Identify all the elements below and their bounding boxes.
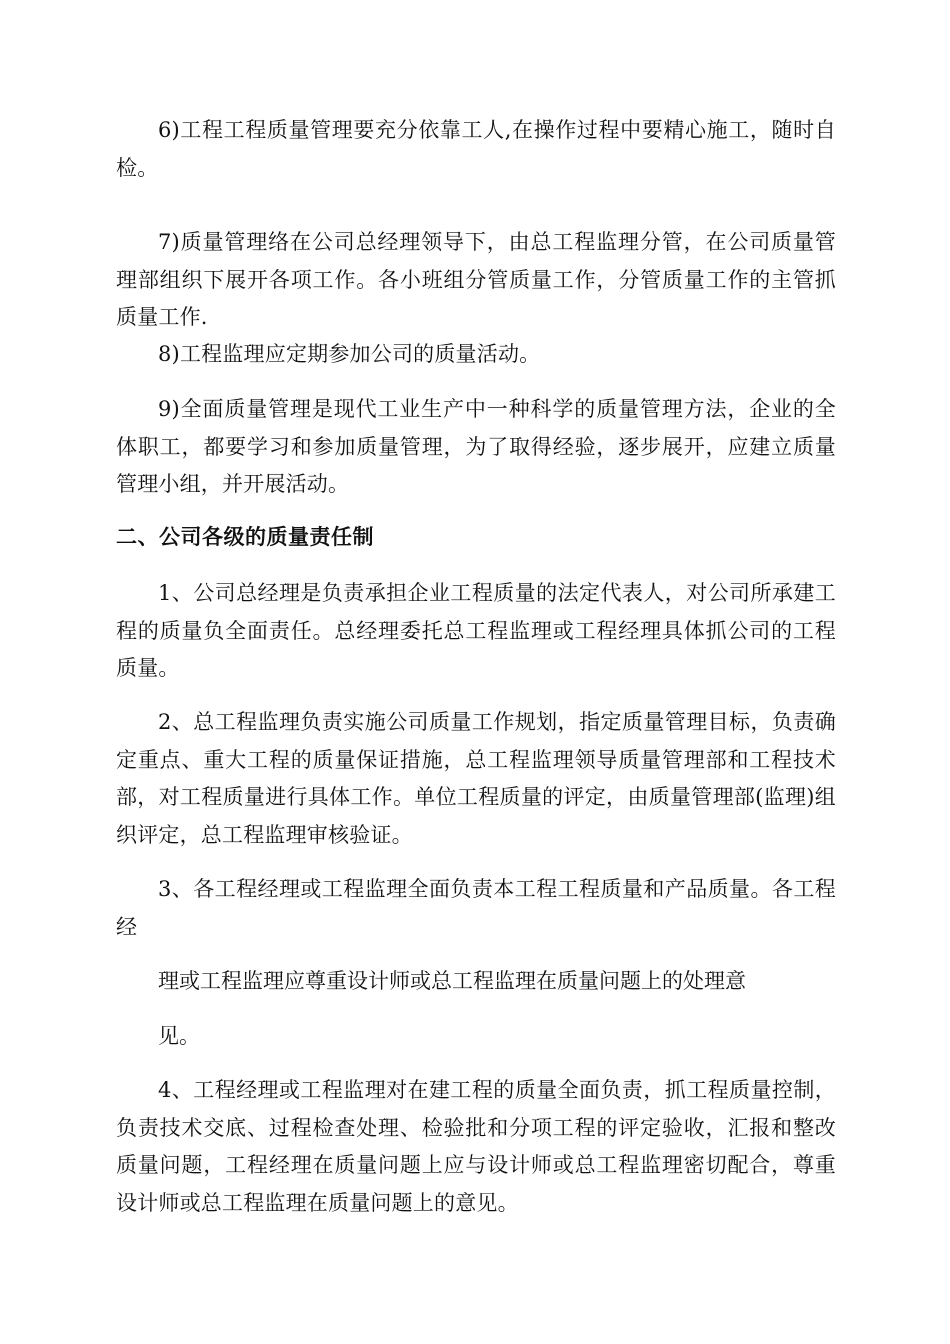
paragraph-9: 9)全面质量管理是现代工业生产中一种科学的质量管理方法，企业的全体职工，都要学习和参加质量管理，为了取得经验，逐步展开，应建立质量管理小组，并开展活动。 — [116, 397, 836, 496]
paragraph-6: 6)工程工程质量管理要充分依靠工人,在操作过程中要精心施工，随时自检。 — [116, 118, 836, 180]
responsibility-item-1: 1、公司总经理是负责承担企业工程质量的法定代表人，对公司所承建工程的质量负全面责任。总经理委托总工程监理或工程经理具体抓公司的工程质量。 — [116, 581, 836, 680]
responsibility-item-3-end: 见。 — [158, 1024, 200, 1048]
section-heading: 二、公司各级的质量责任制 — [116, 525, 374, 549]
paragraph-8: 8)工程监理应定期参加公司的质量活动。 — [158, 342, 541, 366]
responsibility-item-3: 3、各工程经理或工程监理全面负责本工程工程质量和产品质量。各工程经 — [116, 877, 836, 939]
responsibility-item-3-continued: 理或工程监理应尊重设计师或总工程监理在质量问题上的处理意 — [158, 969, 746, 993]
responsibility-item-4: 4、工程经理或工程监理对在建工程的质量全面负责，抓工程质量控制，负责技术交底、过程检查处理、检验批和分项工程的评定验收，汇报和整改质量问题，工程经理在质量问题上应与设计师或总工程监理密切配合，尊重设计师或总工程监理在质量问题上的意见。 — [116, 1078, 836, 1215]
responsibility-item-2: 2、总工程监理负责实施公司质量工作规划，指定质量管理目标，负责确定重点、重大工程的质量保证措施，总工程监理领导质量管理部和工程技术部，对工程质量进行具体工作。单位工程质量的评定，由质量管理部(监理)组织评定，总工程监理审核验证。 — [116, 710, 836, 847]
paragraph-7: 7)质量管理络在公司总经理领导下，由总工程监理分管，在公司质量管理部组织下展开各项工作。各小班组分管质量工作，分管质量工作的主管抓质量工作. — [116, 230, 836, 329]
